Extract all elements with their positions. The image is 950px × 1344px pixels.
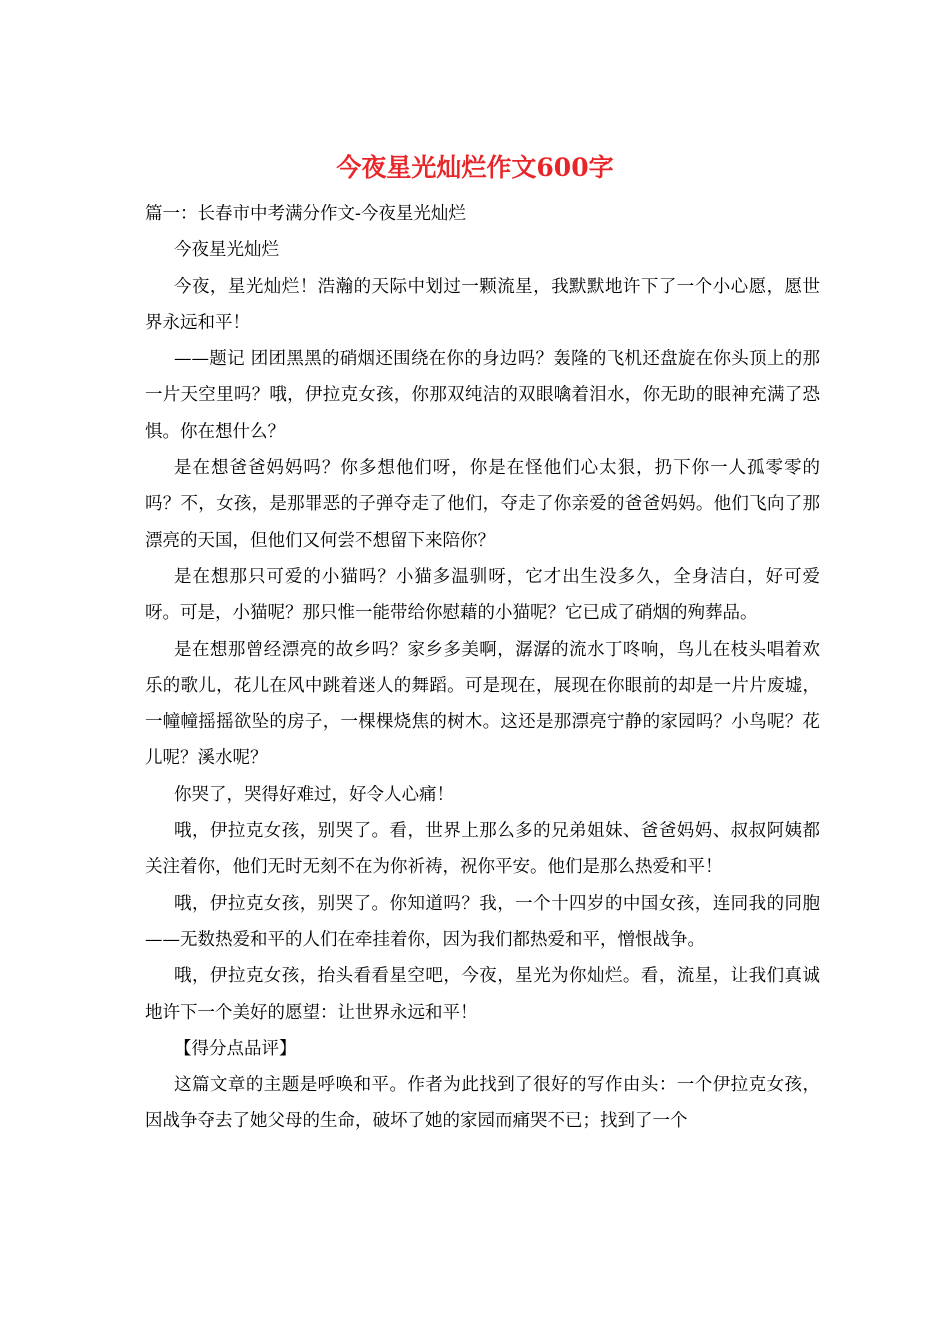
paragraph: 哦，伊拉克女孩，抬头看看星空吧，今夜，星光为你灿烂。看，流星，让我们真诚地许下一个美好的愿望：让世界永远和平！ — [145, 966, 820, 1023]
paragraph: 这篇文章的主题是呼唤和平。作者为此找到了很好的写作由头：一个伊拉克女孩，因战争夺去了她父母的生命，破坏了她的家园而痛哭不已；找到了一个 — [145, 1075, 820, 1132]
paragraph: 哦，伊拉克女孩，别哭了。你知道吗？我，一个十四岁的中国女孩，连同我的同胞——无数热爱和平的人们在牵挂着你，因为我们都热爱和平，憎恨战争。 — [145, 893, 820, 950]
document-body — [145, 196, 820, 1140]
paragraph: ——题记 团团黑黑的硝烟还围绕在你的身边吗？轰隆的飞机还盘旋在你头顶上的那一片天空里吗？哦，伊拉克女孩，你那双纯洁的双眼噙着泪水，你无助的眼神充满了恐惧。你在想什么？ — [145, 349, 820, 442]
paragraph: 今夜，星光灿烂！浩瀚的天际中划过一颗流星，我默默地许下了一个小心愿，愿世界永远和平！ — [145, 276, 820, 333]
paragraph: 是在想那曾经漂亮的故乡吗？家乡多美啊，潺潺的流水丁咚响，鸟儿在枝头唱着欢乐的歌儿，花儿在风中跳着迷人的舞蹈。可是现在，展现在你眼前的却是一片片废墟，一幢幢摇摇欲坠的房子，一棵棵烧焦的树木。这还是那漂亮宁静的家园吗？小鸟呢？花儿呢？溪水呢？ — [145, 639, 820, 769]
paragraph-review-heading: 【得分点品评】 — [174, 1038, 297, 1059]
paragraph: 哦，伊拉克女孩，别哭了。看，世界上那么多的兄弟姐妹、爸爸妈妈、叔叔阿姨都关注着你，他们无时无刻不在为你祈祷，祝你平安。他们是那么热爱和平！ — [145, 821, 820, 878]
paragraph-section-heading: 篇一：长春市中考满分作文-今夜星光灿烂 — [145, 204, 466, 224]
page-title: 今夜星光灿烂作文600字 — [336, 153, 614, 182]
paragraph: 你哭了，哭得好难过，好令人心痛！ — [174, 784, 454, 805]
paragraph: 是在想爸爸妈妈吗？你多想他们呀，你是在怪他们心太狠，扔下你一人孤零零的吗？不，女孩，是那罪恶的子弹夺走了他们，夺走了你亲爱的爸爸妈妈。他们飞向了那漂亮的天国，但他们又何尝不想留下来陪你？ — [145, 458, 820, 551]
paragraph-essay-title: 今夜星光灿烂 — [174, 240, 279, 261]
paragraph: 是在想那只可爱的小猫吗？小猫多温驯呀，它才出生没多久，全身洁白，好可爱呀。可是，小猫呢？那只惟一能带给你慰藉的小猫呢？它已成了硝烟的殉葬品。 — [145, 566, 820, 624]
